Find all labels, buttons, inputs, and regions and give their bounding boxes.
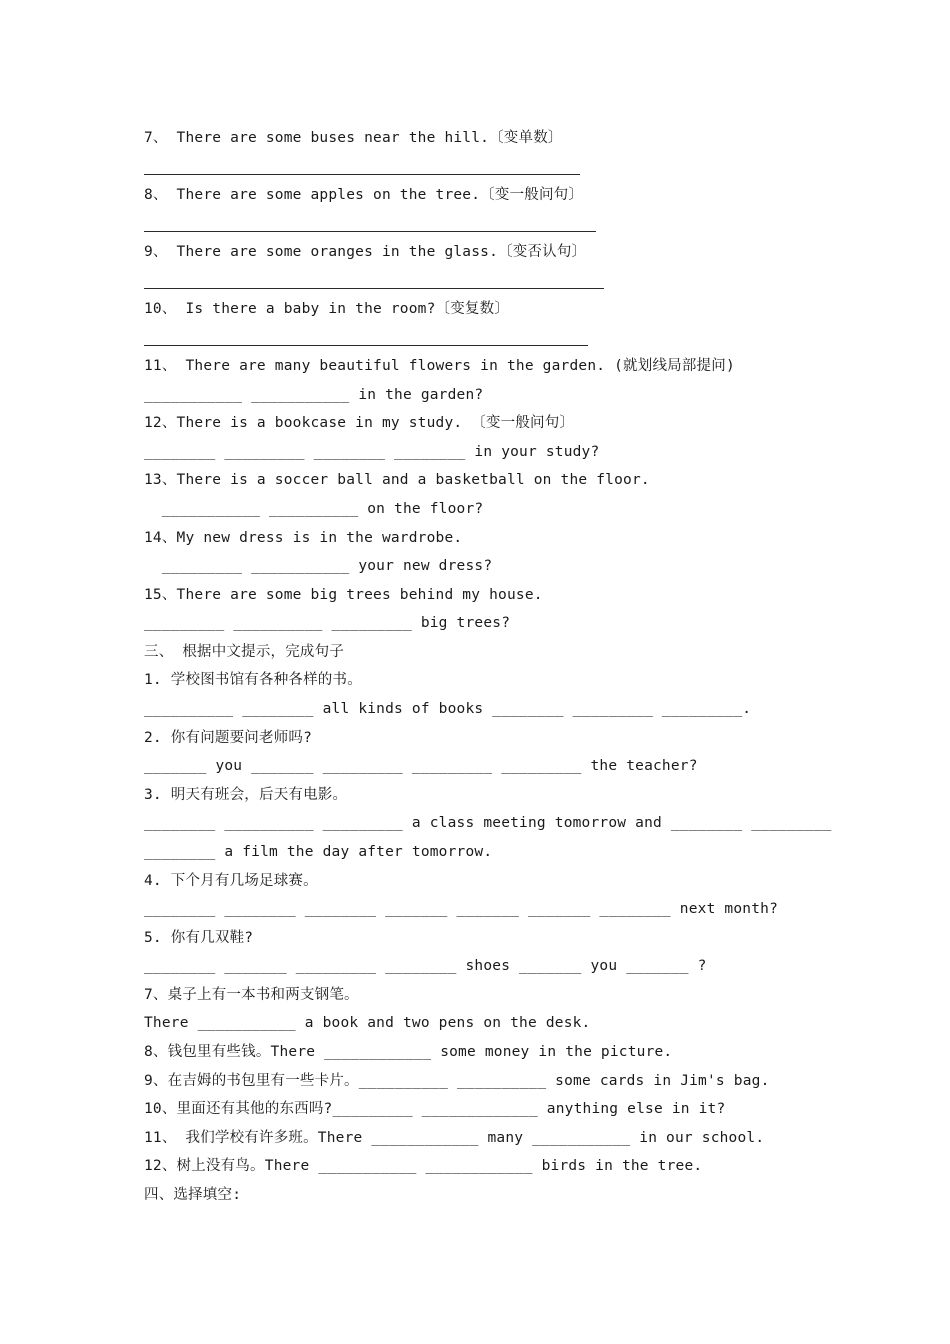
s3-question-8[interactable]: 8、钱包里有些钱。There ____________ some money in the picture. (144, 1044, 673, 1060)
question-14: 14、My new dress is in the wardrobe. (144, 530, 463, 546)
question-8: 8、 There are some apples on the tree.〔变一般问句〕 (144, 187, 584, 203)
s3-question-2: 2. 你有问题要问老师吗? (144, 730, 313, 746)
s3-question-9[interactable]: 9、在吉姆的书包里有一些卡片。__________ __________ some cards in Jim's bag. (144, 1073, 770, 1089)
s3-question-4: 4. 下个月有几场足球赛。 (144, 873, 318, 889)
s3-question-10[interactable]: 10、里面还有其他的东西吗?_________ _____________ anything else in it? (144, 1101, 726, 1117)
s3-question-11[interactable]: 11、 我们学校有许多班。There ____________ many ___________ in our school. (144, 1130, 765, 1146)
answer-blanks-11[interactable]: ___________ ___________ in the garden? (144, 387, 484, 403)
s3-answer-4[interactable]: ________ ________ ________ _______ _______ _______ ________ next month? (144, 901, 779, 917)
s3-answer-5[interactable]: ________ _______ _________ ________ shoes _______ you _______ ? (144, 958, 707, 974)
question-11: 11、 There are many beautiful flowers in the garden. (就划线局部提问) (144, 358, 735, 374)
s3-answer-1[interactable]: __________ ________ all kinds of books ________ _________ _________. (144, 701, 752, 717)
s3-question-7: 7、桌子上有一本书和两支钢笔。 (144, 987, 359, 1003)
answer-blanks-13[interactable]: ___________ __________ on the floor? (144, 501, 484, 517)
question-7: 7、 There are some buses near the hill.〔变单数〕 (144, 130, 563, 146)
s3-answer-3a[interactable]: ________ __________ _________ a class meeting tomorrow and ________ _________ (144, 815, 832, 831)
answer-line-9[interactable] (144, 288, 604, 289)
answer-line-8[interactable] (144, 231, 596, 232)
s3-answer-3b[interactable]: ________ a film the day after tomorrow. (144, 844, 493, 860)
s3-question-1: 1. 学校图书馆有各种各样的书。 (144, 672, 362, 688)
s3-question-5: 5. 你有几双鞋? (144, 930, 254, 946)
question-15: 15、There are some big trees behind my house. (144, 587, 543, 603)
section-3-heading: 三、 根据中文提示，完成句子 (144, 644, 345, 660)
answer-line-10[interactable] (144, 345, 588, 346)
s3-question-3: 3. 明天有班会，后天有电影。 (144, 787, 348, 803)
answer-blanks-12[interactable]: ________ _________ ________ ________ in your study? (144, 444, 600, 460)
question-13: 13、There is a soccer ball and a basketball on the floor. (144, 472, 650, 488)
answer-blanks-15[interactable]: _________ __________ _________ big trees? (144, 615, 511, 631)
question-9: 9、 There are some oranges in the glass.〔变否认句〕 (144, 244, 587, 260)
question-12: 12、There is a bookcase in my study. 〔变一般问句〕 (144, 415, 575, 431)
s3-answer-7[interactable]: There ___________ a book and two pens on the desk. (144, 1015, 591, 1031)
answer-line-7[interactable] (144, 174, 580, 175)
answer-blanks-14[interactable]: _________ ___________ your new dress? (144, 558, 493, 574)
section-4-heading: 四、选择填空: (144, 1187, 242, 1203)
s3-answer-2[interactable]: _______ you _______ _________ _________ _________ the teacher? (144, 758, 698, 774)
question-10: 10、 Is there a baby in the room?〔变复数〕 (144, 301, 510, 317)
s3-question-12[interactable]: 12、树上没有鸟。There ___________ ____________ birds in the tree. (144, 1158, 703, 1174)
